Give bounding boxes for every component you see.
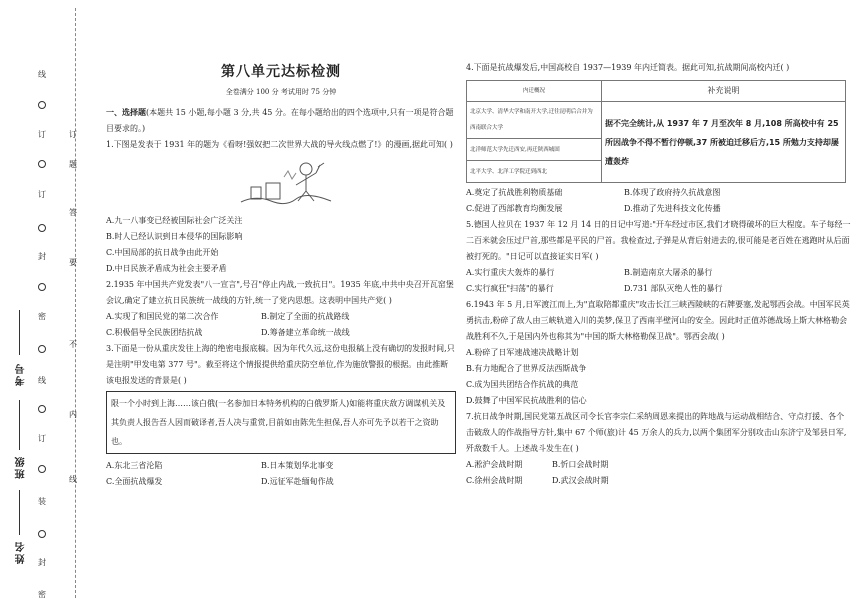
question-6-stem: 6.1943 年 5 月,日军渡江而上,为"直取陪都重庆"攻击长江三峡西陵峡的石牌要塞,发起鄂西会战。中国军民英勇抗击,粉碎了敌人由三峡轨道入川的美梦,保卫了西南半壁河山的安全。因此时正值苏德战场上斯大林格勒会战胜利不久,于是国内外也称其为"中国的斯大林格勒保卫战"。鄂西会战( ) <box>466 300 850 341</box>
section-heading <box>106 104 456 137</box>
notice-word: 答 <box>69 208 77 217</box>
table-cell: 北平大学、北洋工学院迁到西北 <box>467 161 602 183</box>
option[interactable]: A.奠定了抗战胜利物质基础 <box>466 188 563 197</box>
seal-word: 密 <box>38 590 46 599</box>
option[interactable]: C.实行疯狂"扫荡"的暴行 <box>466 284 554 293</box>
options-row <box>466 281 851 297</box>
binding-margin <box>0 0 82 608</box>
binding-hole <box>38 345 46 353</box>
options-row <box>106 325 456 341</box>
question-3-quote: 限一个小时到上海……该白俄(一名参加日本特务机构的白俄罗斯人)如能将重庆敌方调谋机关及其负责人报告吾人因而破译者,吾人决与重赏,目前如由陈先生担保,吾人亦可先予以若干之资助也。 <box>106 391 456 454</box>
question-4-table <box>466 80 846 183</box>
option[interactable]: C.成为国共团结合作抗战的典范 <box>466 380 579 389</box>
notice-word: 题 <box>69 160 77 169</box>
option[interactable]: C.全面抗战爆发 <box>106 477 163 486</box>
table-cell: 北洋师范大学先迁西安,再迁陕西城固 <box>467 139 602 161</box>
option[interactable]: B.日本策划华北事变 <box>261 461 334 470</box>
seal-word: 线 <box>38 70 46 79</box>
table-header: 内迁概况 <box>467 81 602 102</box>
question-4-stem: 4.下面是抗战爆发后,中国高校自 1937—1939 年内迁简表。据此可知,抗战期间高校内迁( ) <box>466 63 790 72</box>
option[interactable]: A.实现了和国民党的第二次合作 <box>106 312 219 321</box>
option[interactable]: B.忻口会战时期 <box>552 460 609 469</box>
notice-word: 内 <box>69 410 77 419</box>
left-column <box>106 60 456 490</box>
field-class-label: 班级 <box>16 455 27 479</box>
option[interactable]: D.鼓舞了中国军民抗战胜利的信心 <box>466 396 587 405</box>
option[interactable]: C.促进了西部教育均衡发展 <box>466 204 563 213</box>
option[interactable]: C.中国局部的抗日战争由此开始 <box>106 248 219 257</box>
seal-word: 订 <box>38 190 46 199</box>
option[interactable]: C.徐州会战时期 <box>466 476 523 485</box>
page-subtitle: 全卷满分 100 分 考试用时 75 分钟 <box>225 88 337 96</box>
question-2-stem: 2.1935 年中国共产党发表"八一宣言",号召"停止内战,一致抗日"。1935 年底,中共中央召开瓦窑堡会议,确定了建立抗日民族统一战线的方针,统一了党内思想。这表明中国共产党( ) <box>106 280 454 305</box>
page-title: 第八单元达标检测 <box>221 64 341 80</box>
field-exam-number-label: 考号 <box>16 362 27 386</box>
field-name-label: 姓名 <box>16 540 27 564</box>
notice-word: 订 <box>69 130 77 139</box>
seal-word: 线 <box>38 376 46 385</box>
question-1-stem: 1.下图是发表于 1931 年的题为《看呀!强奴把二次世界大战的导火线点燃了!》的漫画,据此可知( ) <box>106 140 453 149</box>
right-column <box>466 60 851 489</box>
binding-hole <box>38 530 46 538</box>
seal-line <box>75 8 76 598</box>
options-row <box>466 457 851 473</box>
option[interactable]: A.淞沪会战时期 <box>466 460 523 469</box>
question-7-stem: 7.抗日战争时期,国民党第五战区司令长官李宗仁采纳周恩来提出的阵地战与运动战相结合、守点打援、各个击破敌人的作战指导方针,集中 67 个师(旅)计 45 万余人的兵力,以两个集团军分别攻击山东济宁及邹县日军,歼敌数千人。上述战斗发生在( ) <box>466 412 847 453</box>
option[interactable]: D.中日民族矛盾成为社会主要矛盾 <box>106 264 227 273</box>
table-note: 据不完全统计,从 1937 年 7 月至次年 8 月,108 所高校中有 25 所因战争不得不暂行停顿,37 所被迫迁移后方,15 所勉力支持却屡遭轰炸 <box>602 102 846 183</box>
option[interactable]: B.时人已经认识到日本侵华的国际影响 <box>106 232 243 241</box>
option[interactable]: A.粉碎了日军速战速决战略计划 <box>466 348 579 357</box>
options-row <box>106 309 456 325</box>
table-cell: 北京大学、清华大学和南开大学,迁往昆明后合并为西南联合大学 <box>467 102 602 139</box>
field-class-line[interactable] <box>19 400 20 450</box>
section-label: 一、选择题 <box>106 107 146 117</box>
option[interactable]: D.远征军赴缅甸作战 <box>261 477 334 486</box>
option[interactable]: A.东北三省沦陷 <box>106 461 163 470</box>
options-row <box>106 474 456 490</box>
option[interactable]: A.实行重庆大轰炸的暴行 <box>466 268 555 277</box>
options-row <box>466 473 851 489</box>
field-exam-number-line[interactable] <box>19 310 20 355</box>
option[interactable]: D.推动了先进科技文化传播 <box>624 204 721 213</box>
option[interactable]: D.武汉会战时期 <box>552 476 609 485</box>
option[interactable]: A.九一八事变已经被国际社会广泛关注 <box>106 216 243 225</box>
binding-hole <box>38 160 46 168</box>
field-name-line[interactable] <box>19 490 20 535</box>
notice-word: 要 <box>69 258 77 267</box>
option[interactable]: B.制造南京大屠杀的暴行 <box>624 268 713 277</box>
section-intro: (本题共 15 小题,每小题 3 分,共 45 分。在每小题给出的四个选项中,只有一项是符合题目要求的。) <box>106 108 454 133</box>
seal-word: 封 <box>38 252 46 261</box>
options-row <box>106 458 456 474</box>
seal-word: 密 <box>38 312 46 321</box>
notice-word: 不 <box>69 340 77 349</box>
option[interactable]: B.制定了全面的抗战路线 <box>261 312 350 321</box>
notice-word: 线 <box>69 475 77 484</box>
binding-hole <box>38 405 46 413</box>
binding-hole <box>38 101 46 109</box>
seal-word: 订 <box>38 130 46 139</box>
option[interactable]: B.有力地配合了世界反法西斯战争 <box>466 364 587 373</box>
question-3-stem: 3.下面是一份从重庆发往上海的绝密电报底稿。因为年代久远,这份电报稿上没有确切的发报时间,只是注明"甲发电第 377 号"。截至将这个情报提供给重庆防空单位,作为施放警报的根据。由此推断该电报发送的背景是( ) <box>106 344 455 385</box>
option[interactable]: D.731 部队灭绝人性的暴行 <box>624 284 723 293</box>
option[interactable]: B.体现了政府持久抗战意图 <box>624 188 721 197</box>
cartoon-illustration-icon <box>236 157 336 207</box>
binding-hole <box>38 283 46 291</box>
question-5-stem: 5.德国人拉贝在 1937 年 12 月 14 日的日记中写道:"开车经过市区,我们才晓得破坏的巨大程度。车子每经一二百米就会压过尸首,那些都是平民的尸首。我检查过,子弹是从背后射进去的,很可能是老百姓在逃跑时从后面被打死的。"日记可以直接证实日军( ) <box>466 220 851 261</box>
table-header: 补充说明 <box>602 81 846 102</box>
options-row <box>466 185 851 201</box>
seal-word: 封 <box>38 558 46 567</box>
option[interactable]: C.积极倡导全民族团结抗战 <box>106 328 203 337</box>
seal-word: 订 <box>38 434 46 443</box>
options-row <box>466 201 851 217</box>
seal-word: 装 <box>38 497 46 506</box>
binding-hole <box>38 224 46 232</box>
option[interactable]: D.筹备建立革命统一战线 <box>261 328 350 337</box>
binding-hole <box>38 465 46 473</box>
options-row <box>466 265 851 281</box>
